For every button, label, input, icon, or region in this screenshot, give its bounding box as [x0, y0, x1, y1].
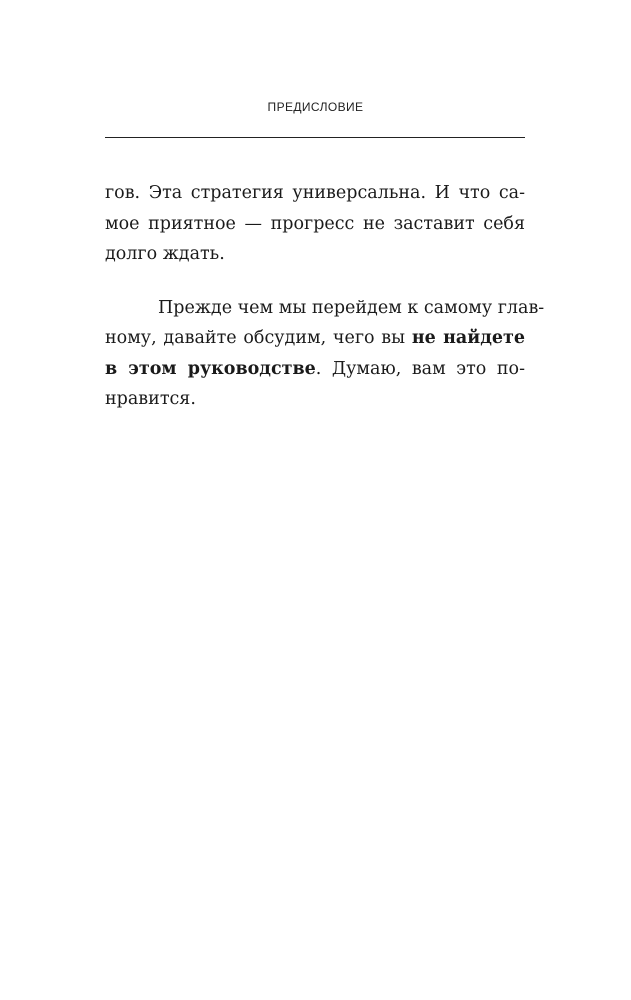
bold-emphasis: не найдете: [411, 328, 525, 348]
header-rule: [105, 137, 525, 138]
paragraph-gap: [105, 270, 525, 293]
text-line: Прежде чем мы перейдем к самому глав-: [158, 297, 545, 318]
text-line: гов. Эта стратегия универсальна. И что са-: [105, 183, 525, 203]
text-line: [105, 354, 525, 385]
text-line: долго ждать.: [105, 244, 225, 264]
paragraph-2: [105, 293, 545, 415]
text-run: ному, давайте обсудим, чего вы: [105, 328, 412, 348]
text-line: мое приятное — прогресс не заставит себя: [105, 213, 525, 234]
text-line: нравится.: [105, 389, 196, 409]
text-line: [105, 323, 525, 354]
running-head: ПРЕДИСЛОВИЕ: [267, 100, 364, 114]
text-run: . Думаю, вам это по-: [315, 358, 525, 379]
paragraph-1: [105, 178, 525, 270]
page-body: [105, 178, 545, 415]
bold-emphasis: в этом руководстве: [105, 358, 316, 379]
